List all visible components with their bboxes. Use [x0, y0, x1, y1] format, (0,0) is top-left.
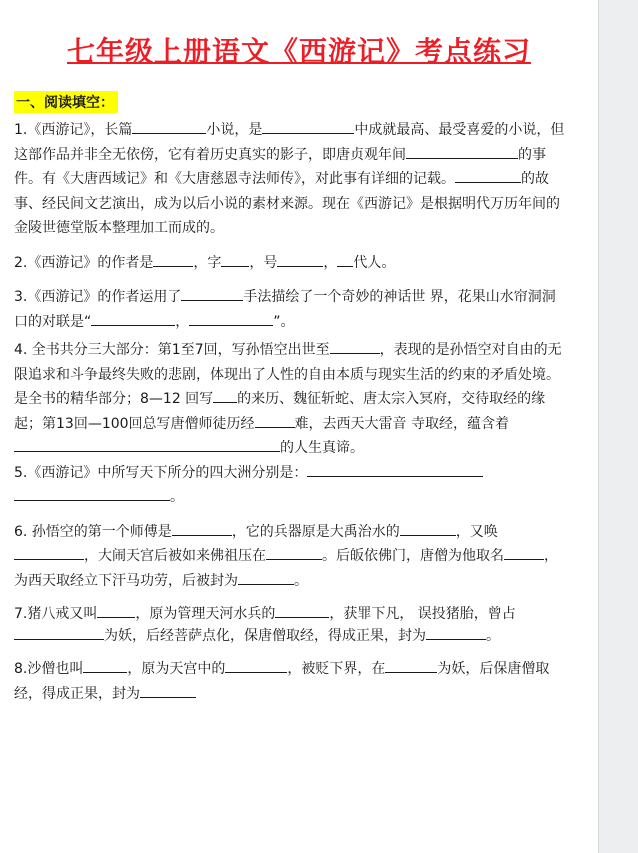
text-segment: 5.《西游记》中所写天下所分的四大洲分别是：: [14, 464, 308, 481]
text-segment: 为妖，后保唐僧取经，得成正果，封为: [14, 661, 550, 702]
fill-blank[interactable]: [132, 119, 206, 134]
fill-blank[interactable]: [14, 625, 104, 640]
fill-blank[interactable]: [426, 625, 486, 640]
fill-blank[interactable]: [275, 603, 329, 618]
text-segment: 的故事、经民间文艺演出，成为以后小说的素材来源。现在《西游记》是根据明代万历年间的金陵世德堂版本整理加工而成的。: [14, 171, 560, 236]
question-7: [14, 603, 566, 647]
text-segment: ，原为天宫中的: [127, 661, 226, 677]
text-segment: ，又唤: [455, 523, 498, 540]
fill-blank[interactable]: [455, 168, 521, 183]
fill-blank[interactable]: [181, 286, 243, 301]
text-segment: ，原为管理天河水兵的: [135, 606, 276, 622]
fill-blank[interactable]: [221, 252, 249, 267]
text-segment: ，表现的是孙悟空对自由的无限追求和斗争最终失败的悲剧，体现出了人性的自由本质与现实生活的约束的矛盾处境。是全书的精华部分；8—12 回写: [14, 342, 562, 407]
fill-blank[interactable]: [255, 413, 295, 428]
text-segment: ”。: [273, 313, 295, 330]
fill-blank[interactable]: [91, 311, 175, 326]
fill-blank[interactable]: [277, 252, 323, 267]
text-segment: 。: [170, 489, 184, 505]
fill-blank[interactable]: [307, 462, 483, 477]
text-segment: ，号: [249, 254, 278, 271]
text-segment: 3.《西游记》的作者运用了: [14, 289, 182, 305]
fill-blank[interactable]: [97, 603, 135, 618]
text-segment: 中成就最高、最受喜爱的小说，但这部作品并非全无依傍，它有着历史真实的影子，即唐贞观年间: [14, 122, 565, 163]
fill-blank[interactable]: [14, 486, 170, 501]
text-segment: 手法描绘了一个奇妙的神话世 界，花果山水帘洞洞口的对联是“: [14, 289, 556, 330]
text-segment: ，被贬下界，在: [287, 661, 386, 677]
question-5: [14, 461, 566, 510]
question-2: [14, 251, 566, 276]
fill-blank[interactable]: [225, 658, 287, 673]
text-segment: 难，去西天大雷音 寺取经，蕴含着: [294, 415, 509, 432]
fill-blank[interactable]: [330, 339, 380, 354]
fill-blank[interactable]: [238, 570, 294, 585]
text-segment: 8.沙僧也叫: [14, 661, 84, 677]
text-segment: 。: [294, 572, 308, 589]
fill-blank[interactable]: [172, 521, 232, 536]
text-segment: 4. 全书共分三大部分：第1至7回，写孙悟空出世至: [14, 342, 330, 358]
text-segment: 6. 孙悟空的第一个师傅是: [14, 523, 172, 540]
fill-blank[interactable]: [400, 521, 456, 536]
text-segment: ，字: [193, 254, 222, 271]
fill-blank[interactable]: [140, 683, 196, 698]
fill-blank[interactable]: [164, 437, 280, 452]
fill-blank[interactable]: [504, 545, 544, 560]
text-segment: ，: [175, 313, 190, 330]
text-segment: ，它的兵器原是大禹治水的: [231, 523, 400, 540]
fill-blank[interactable]: [385, 658, 437, 673]
fill-blank[interactable]: [262, 119, 354, 134]
viewer-side-panel: [598, 0, 638, 853]
fill-blank[interactable]: [14, 545, 84, 560]
question-8: [14, 657, 566, 706]
fill-blank[interactable]: [266, 545, 322, 560]
text-segment: 的来历、魏征斩蛇、唐太宗入冥府，交待取经的缘起；第13回—100回总写唐僧师徒历经: [14, 391, 546, 432]
text-segment: 代人。: [353, 254, 396, 271]
text-segment: 的事件。有《大唐西域记》和《大唐慈恩寺法师传》，对此事有详细的记载。: [14, 146, 546, 187]
page-title: 七年级上册语文《西游记》考点练习: [66, 35, 531, 68]
text-segment: 。: [486, 628, 500, 644]
text-segment: 2.《西游记》的作者是: [14, 254, 154, 271]
text-segment: ，为西天取经立下汗马功劳，后被封为: [14, 548, 558, 589]
text-segment: 小说，是: [206, 122, 263, 138]
fill-blank[interactable]: [14, 437, 164, 452]
question-1: [14, 118, 566, 241]
text-segment: 为妖，后经菩萨点化，保唐僧取经，得成正果，封为: [104, 628, 426, 644]
section-heading: 一、阅读填空：: [14, 91, 118, 113]
text-segment: 的人生真谛。: [280, 440, 364, 456]
text-segment: 1.《西游记》，长篇: [14, 122, 133, 138]
text-segment: 7.猪八戒又叫: [14, 606, 98, 622]
fill-blank[interactable]: [406, 144, 518, 159]
question-list: [14, 118, 566, 706]
fill-blank[interactable]: [189, 311, 273, 326]
text-segment: ，: [323, 254, 338, 271]
fill-blank[interactable]: [337, 252, 353, 267]
text-segment: ，大闹天宫后被如来佛祖压在: [84, 548, 266, 564]
fill-blank[interactable]: [213, 388, 237, 403]
text-segment: 。后皈依佛门，唐僧为他取名: [322, 548, 504, 564]
text-segment: ，获罪下凡， 误投猪胎，曾占: [329, 606, 516, 622]
fill-blank[interactable]: [153, 252, 193, 267]
question-6: [14, 520, 566, 594]
fill-blank[interactable]: [83, 658, 127, 673]
question-3: [14, 285, 566, 334]
question-4: [14, 338, 566, 461]
